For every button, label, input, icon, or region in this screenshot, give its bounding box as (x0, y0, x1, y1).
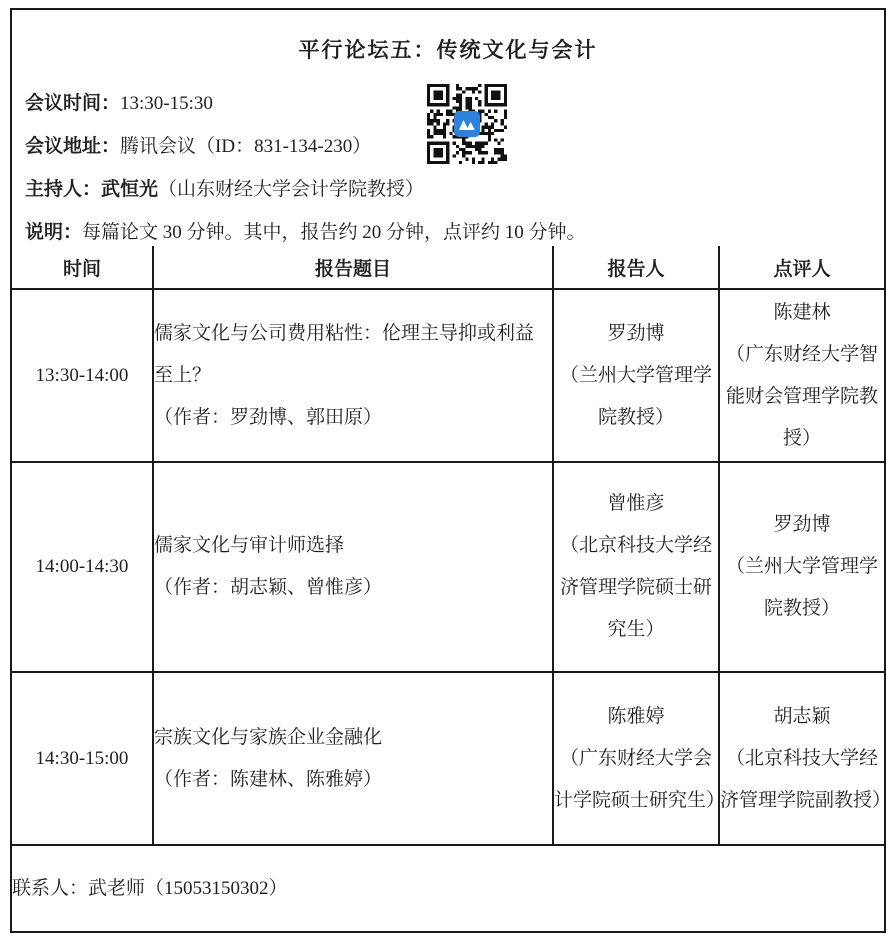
paper-title-cell (153, 672, 553, 845)
document-frame (10, 8, 892, 933)
paper-authors: （作者：胡志颖、曾惟彦） (154, 577, 383, 598)
time-cell: 13:30-14:00 (12, 289, 153, 462)
paper-title: 宗族文化与家族企业金融化 (154, 726, 383, 748)
meeting-time-label: 会议时间： (25, 93, 121, 114)
table-row (12, 462, 884, 672)
note-value: 每篇论文 30 分钟。其中，报告约 20 分钟，点评约 10 分钟。 (82, 222, 586, 243)
meeting-address-label: 会议地址： (25, 136, 121, 157)
discussant-cell (719, 289, 884, 462)
page-title: 平行论坛五：传统文化与会计 (298, 38, 598, 62)
tencent-meeting-logo-icon (454, 111, 480, 137)
paper-authors: （作者：陈建林、陈雅婷） (154, 768, 383, 790)
col-header-time: 时间 (12, 246, 153, 289)
paper-title: 儒家文化与公司费用粘性：伦理主导抑或利益至上？ (154, 322, 535, 386)
table-row (12, 289, 884, 462)
host-label: 主持人： (25, 179, 102, 200)
presenter-name: 陈雅婷 (607, 705, 665, 727)
meeting-qr-code-icon (425, 84, 509, 164)
col-header-presenter: 报告人 (553, 246, 719, 289)
note-line (25, 211, 884, 254)
schedule-table (12, 246, 892, 927)
presenter-cell (553, 462, 719, 672)
host-name: 武恒光 (101, 179, 159, 200)
paper-title-cell (153, 289, 553, 462)
discussant-name: 罗劲博 (773, 514, 831, 535)
discussant-name: 胡志颖 (773, 705, 831, 727)
discussant-affiliation: （兰州大学管理学院教授） (725, 556, 878, 619)
time-cell: 14:00-14:30 (12, 462, 153, 672)
meeting-address-value: 腾讯会议（ID：831-134-230） (120, 136, 372, 157)
presenter-affiliation: （广东财经大学会计学院硕士研究生） (554, 747, 726, 811)
presenter-affiliation: （北京科技大学经济管理学院硕士研究生） (559, 535, 712, 640)
host-line (25, 168, 884, 211)
contact-line: 联系人：武老师（15053150302） (12, 845, 884, 927)
note-label: 说明： (25, 222, 83, 243)
discussant-cell (719, 672, 892, 845)
col-header-discussant: 点评人 (719, 246, 884, 289)
table-row (12, 672, 884, 845)
meeting-time-value: 13:30-15:30 (120, 93, 213, 114)
contact-row (12, 845, 884, 927)
discussant-name: 陈建林 (773, 301, 831, 323)
presenter-affiliation: （兰州大学管理学院教授） (559, 364, 712, 428)
presenter-cell (553, 672, 726, 845)
presenter-cell (553, 289, 719, 462)
program-header (12, 10, 884, 246)
paper-authors: （作者：罗劲博、郭田原） (154, 406, 383, 428)
paper-title: 儒家文化与审计师选择 (154, 535, 345, 556)
time-cell: 14:30-15:00 (12, 672, 153, 845)
presenter-name: 罗劲博 (607, 322, 665, 344)
host-affiliation: （山东财经大学会计学院教授） (158, 179, 425, 200)
discussant-affiliation: （广东财经大学智能财会管理学院教授） (725, 343, 878, 449)
paper-title-cell (153, 462, 553, 672)
discussant-cell (719, 462, 884, 672)
col-header-paper-title: 报告题目 (153, 246, 553, 289)
presenter-name: 曾惟彦 (607, 493, 665, 514)
discussant-affiliation: （北京科技大学经济管理学院副教授） (720, 747, 892, 811)
